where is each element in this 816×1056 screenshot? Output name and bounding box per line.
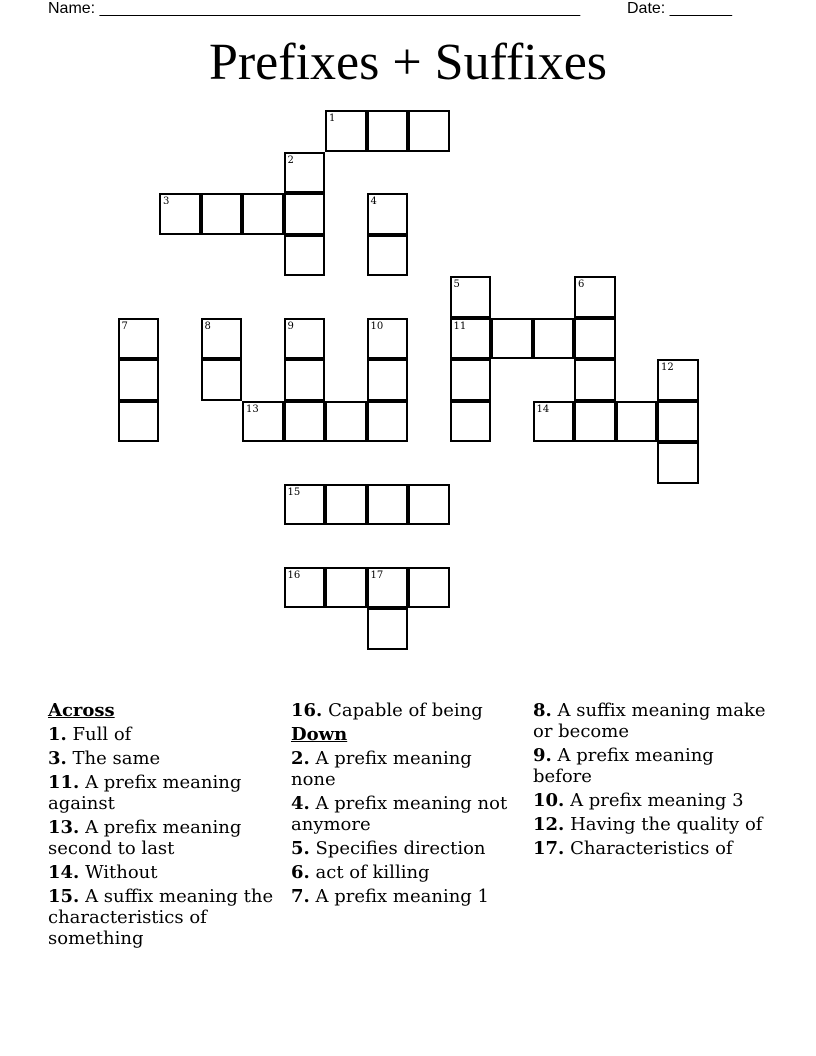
clue-number: 10 [370,320,384,332]
clue-text: Having the quality of [570,814,763,835]
clue-number: 9 [287,320,294,332]
clue-number-label: 16. [291,700,323,721]
clue-item [291,862,521,883]
grid-cell[interactable] [574,359,616,401]
clue-number-label: 11. [48,772,80,793]
grid-cell[interactable] [201,318,243,360]
clue-number-label: 10. [533,790,565,811]
clue-item [48,886,278,949]
grid-cell[interactable] [284,567,326,609]
grid-cell[interactable] [242,401,284,443]
grid-cell[interactable] [657,401,699,443]
clue-number: 13 [246,403,259,415]
clue-item [533,790,773,811]
grid-cell[interactable] [284,401,326,443]
clue-number: 5 [453,279,460,290]
clue-number: 16 [287,569,301,581]
clue-item [291,793,521,835]
clue-number: 7 [121,320,128,332]
clue-text: Without [85,862,158,883]
clue-item [533,814,773,835]
clue-text: A suffix meaning the characteristics of something [48,886,274,949]
clue-text: act of killing [315,862,430,883]
clue-number-label: 7. [291,886,310,907]
grid-cell[interactable] [450,359,492,401]
clue-text: A prefix meaning second to last [48,817,242,859]
clue-text: A prefix meaning before [533,745,714,787]
grid-cell[interactable] [325,567,367,609]
clue-number-label: 17. [533,838,565,859]
grid-cell[interactable] [408,567,450,609]
clue-text: A prefix meaning none [291,748,472,790]
clue-item [533,700,773,742]
clue-item [48,724,278,745]
grid-cell[interactable] [118,318,160,360]
clue-item [533,745,773,787]
grid-cell[interactable] [657,359,699,401]
clue-number-label: 13. [48,817,80,838]
grid-cell[interactable] [284,193,326,235]
grid-cell[interactable] [450,318,492,360]
grid-cell[interactable] [533,401,575,443]
clue-item [291,700,521,721]
page-title: Prefixes + Suffixes [208,34,608,91]
grid-cell[interactable] [450,401,492,443]
grid-cell[interactable] [408,110,450,152]
clue-text: The same [72,748,161,769]
clue-section-heading: Across [48,700,115,721]
clue-number-label: 9. [533,745,552,766]
clue-number-label: 8. [533,700,552,721]
clue-number-label: 2. [291,748,310,769]
clue-item [48,772,278,814]
grid-cell[interactable] [118,401,160,443]
clue-number: 17 [370,569,384,581]
clue-number: 12 [661,362,674,373]
clue-text: A prefix meaning not anymore [291,793,508,835]
clue-item [48,748,278,769]
grid-cell[interactable] [574,318,616,360]
grid-cell[interactable] [491,318,533,360]
grid-cell[interactable] [367,401,409,443]
clue-number: 8 [204,320,211,332]
grid-cell[interactable] [367,484,409,526]
grid-cell[interactable] [284,318,326,360]
grid-cell[interactable] [118,359,160,401]
grid-cell[interactable] [367,359,409,401]
clue-text: Specifies direction [315,838,486,859]
clue-item [533,838,773,859]
grid-cell[interactable] [367,193,409,235]
clue-number: 2 [287,154,294,166]
clue-text: Full of [72,724,132,745]
grid-cell[interactable] [367,235,409,277]
clue-column-3 [533,700,773,862]
clue-text: A prefix meaning 1 [315,886,490,907]
grid-cell[interactable] [367,608,409,650]
grid-cell[interactable] [284,359,326,401]
clue-number: 11 [453,320,467,332]
grid-cell[interactable] [616,401,658,443]
clue-number: 14 [536,403,550,415]
grid-cell[interactable] [450,276,492,318]
grid-cell[interactable] [201,359,243,401]
clue-item [48,817,278,859]
grid-cell[interactable] [408,484,450,526]
clue-number-label: 1. [48,724,67,745]
clue-number-label: 6. [291,862,310,883]
grid-cell[interactable] [367,567,409,609]
clue-item [48,862,278,883]
clue-number-label: 3. [48,748,67,769]
name-field: Name: ______________________________________________________ [48,0,581,17]
clue-number: 15 [287,486,301,498]
clue-number-label: 15. [48,886,80,907]
clue-text: Capable of being [328,700,483,721]
grid-cell[interactable] [574,276,616,318]
clue-column-1 [48,700,278,952]
clue-item [291,838,521,859]
clue-text: A suffix meaning make or become [533,700,766,742]
clue-number: 1 [329,113,336,124]
clue-text: A prefix meaning against [48,772,242,814]
grid-cell[interactable] [284,152,326,194]
grid-cell[interactable] [657,442,699,484]
clue-item [291,748,521,790]
clue-column-2 [291,700,521,910]
grid-cell[interactable] [325,484,367,526]
clue-number: 4 [370,196,377,207]
clue-number: 3 [163,196,170,207]
clue-item [291,886,521,907]
grid-cell[interactable] [325,401,367,443]
grid-cell[interactable] [367,110,409,152]
clue-number-label: 4. [291,793,310,814]
date-field: Date: _______ [627,0,732,17]
clue-number: 6 [578,279,585,290]
grid-cell[interactable] [367,318,409,360]
grid-cell[interactable] [242,193,284,235]
grid-cell[interactable] [533,318,575,360]
grid-cell[interactable] [574,401,616,443]
clue-section-heading: Down [291,724,348,745]
grid-cell[interactable] [159,193,201,235]
clue-number-label: 12. [533,814,565,835]
clue-number-label: 14. [48,862,80,883]
clue-text: A prefix meaning 3 [570,790,744,811]
clue-number-label: 5. [291,838,310,859]
grid-cell[interactable] [325,110,367,152]
grid-cell[interactable] [284,235,326,277]
grid-cell[interactable] [284,484,326,526]
grid-cell[interactable] [201,193,243,235]
clue-text: Characteristics of [570,838,733,859]
